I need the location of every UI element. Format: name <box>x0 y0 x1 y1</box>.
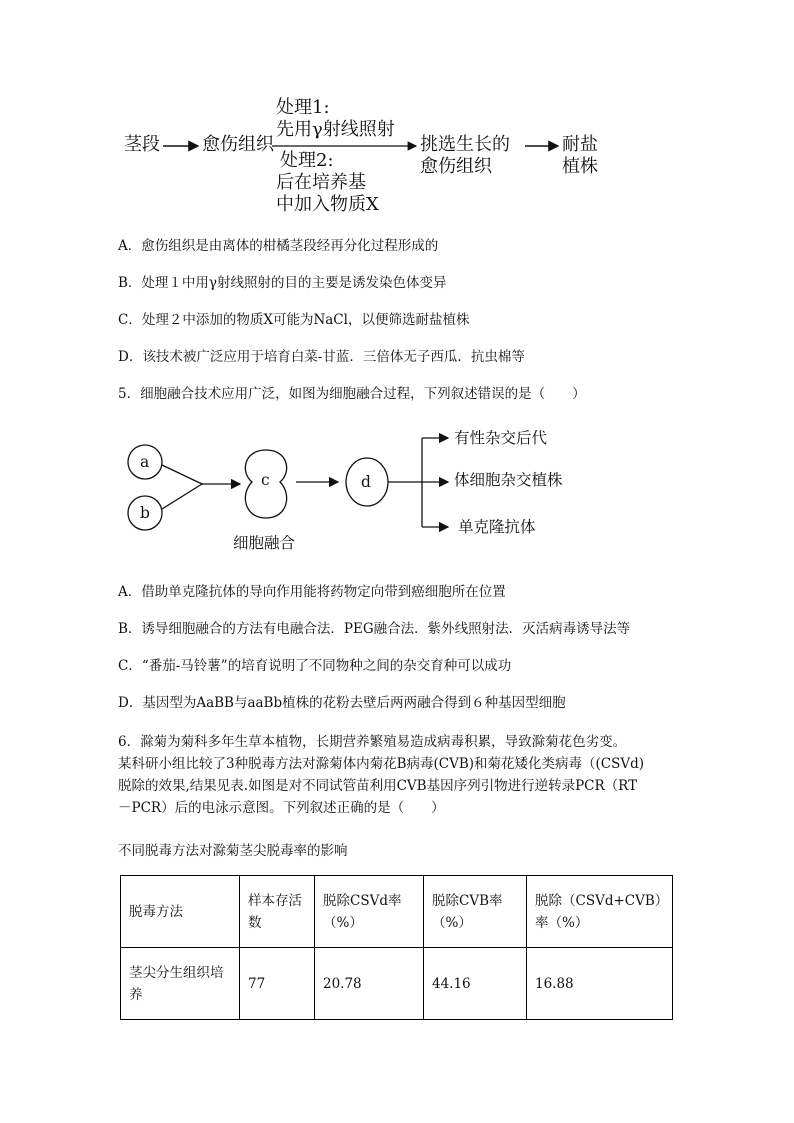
table-cell: 77 <box>240 948 315 1020</box>
fusion-label: 细胞融合 <box>233 534 296 552</box>
table-header-cell: 脱除（CSVd+CVB）率（%） <box>527 876 673 948</box>
q6-line3: 脱除的效果,结果见表.如图是对不同试管苗利用CVB基因序列引物进行逆转录PCR（RT <box>118 778 638 794</box>
flow-treatment2-line1: 处理2: <box>280 150 334 171</box>
flow-select-line2: 愈伤组织 <box>420 156 492 177</box>
q4-option-c: C．处理２中添加的物质X可能为NaCl，以便筛选耐盐植株 <box>118 312 470 328</box>
table-cell: 16.88 <box>527 948 673 1020</box>
output-sexual-hybrid: 有性杂交后代 <box>454 429 548 447</box>
flow-select-line1: 挑选生长的 <box>420 134 510 155</box>
table-header-row <box>121 876 673 948</box>
flow-result-line1: 耐盐 <box>562 134 598 155</box>
table-header-cell: 脱除CVB率（%） <box>424 876 527 948</box>
table-cell: 茎尖分生组织培养 <box>121 948 240 1020</box>
flow-stem-segment: 茎段 <box>124 134 160 155</box>
detox-table <box>120 875 673 1020</box>
flow-callus: 愈伤组织 <box>202 134 274 155</box>
output-somatic-hybrid: 体细胞杂交植株 <box>454 471 563 489</box>
line-b-to-junction <box>162 484 202 509</box>
q4-option-a: A．愈伤组织是由离体的柑橘茎段经再分化过程形成的 <box>118 238 439 254</box>
q6-line4: －PCR）后的电泳示意图。下列叙述正确的是（ ） <box>118 800 445 816</box>
q5-option-c: C．“番茄-马铃薯”的培育说明了不同物种之间的杂交育种可以成功 <box>118 658 512 674</box>
flow-treatment2-line3: 中加入物质X <box>276 194 379 215</box>
flow-treatment1-line1: 处理1: <box>276 97 330 118</box>
table-header-cell: 脱除CSVd率（%） <box>315 876 424 948</box>
cell-b-label: b <box>140 504 150 522</box>
q4-option-d: D．该技术被广泛应用于培育白菜-甘蓝．三倍体无子西瓜．抗虫棉等 <box>118 349 525 365</box>
cell-d-label: d <box>361 473 371 491</box>
q4-option-b: B．处理１中用γ射线照射的目的主要是诱发染色体变异 <box>118 275 447 291</box>
table-cell: 20.78 <box>315 948 424 1020</box>
q5-option-b: B．诱导细胞融合的方法有电融合法．PEG融合法．紫外线照射法．灭活病毒诱导法等 <box>118 621 631 637</box>
line-a-to-junction <box>162 465 202 484</box>
q6-line1: 6．滁菊为菊科多年生草本植物，长期营养繁殖易造成病毒积累，导致滁菊花色劣变。 <box>118 734 627 750</box>
output-monoclonal-antibody: 单克隆抗体 <box>458 518 536 536</box>
q5-option-a: A．借助单克隆抗体的导向作用能将药物定向带到癌细胞所在位置 <box>118 584 506 600</box>
table-header-cell: 样本存活数 <box>240 876 315 948</box>
table-header-cell: 脱毒方法 <box>121 876 240 948</box>
table-cell: 44.16 <box>424 948 527 1020</box>
q5-stem: 5．细胞融合技术应用广泛，如图为细胞融合过程，下列叙述错误的是（ ） <box>118 386 586 402</box>
flow-treatment1-line2: 先用γ射线照射 <box>276 119 395 140</box>
cell-a-label: a <box>140 453 150 471</box>
table-title: 不同脱毒方法对滁菊茎尖脱毒率的影响 <box>118 843 348 859</box>
table-row <box>121 948 673 1020</box>
flow-treatment2-line2: 后在培养基 <box>276 172 366 193</box>
flow-result-line2: 植株 <box>562 156 598 177</box>
cell-c-label: c <box>261 471 270 489</box>
q6-line2: 某科研小组比较了3种脱毒方法对滁菊体内菊花B病毒(CVB)和菊花矮化类病毒（(CSVd) <box>118 756 645 772</box>
q5-option-d: D．基因型为AaBB与aaBb植株的花粉去壁后两两融合得到６种基因型细胞 <box>118 695 566 711</box>
